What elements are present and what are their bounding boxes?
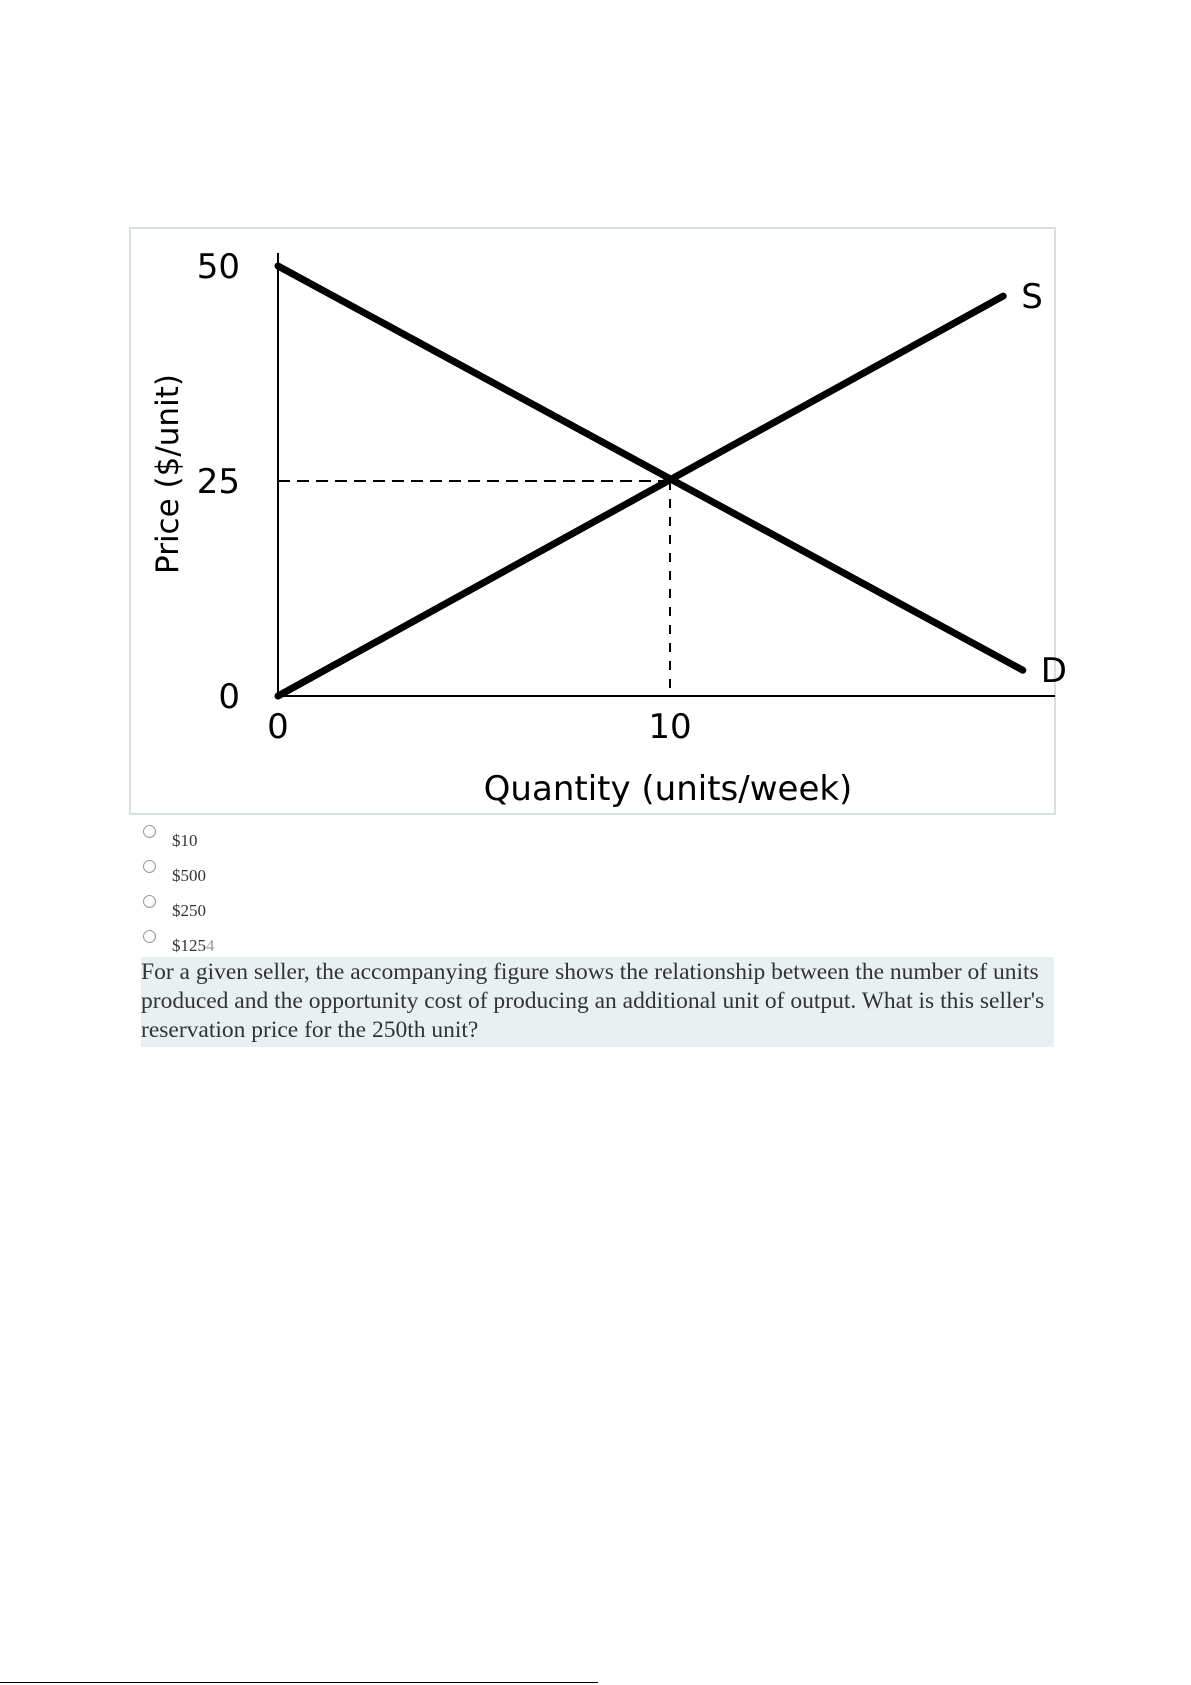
option-label: $1254	[172, 935, 215, 955]
y-tick-label: 25	[196, 462, 240, 502]
x-axis-label: Quantity (units/week)	[483, 769, 853, 809]
x-tick-label: 0	[267, 707, 289, 747]
y-tick-label: 50	[196, 247, 240, 287]
option-4[interactable]	[143, 924, 1043, 959]
radio-icon[interactable]	[143, 895, 156, 908]
radio-icon[interactable]	[143, 930, 156, 943]
option-label: $500	[172, 865, 206, 885]
radio-icon[interactable]	[143, 825, 156, 838]
option-1[interactable]	[143, 819, 1043, 854]
x-tick-label: 10	[648, 707, 692, 747]
question-text: For a given seller, the accompanying figure shows the relationship between the number of units produced and the opportunity cost of producing an additional unit of output. What is this seller's reservation price for the 250th unit?	[141, 957, 1054, 1047]
supply-demand-chart	[130, 228, 1067, 814]
chart-canvas	[130, 228, 1067, 814]
option-label: $250	[172, 900, 206, 920]
option-label: $10	[172, 830, 198, 850]
s-curve-label: S	[1021, 277, 1043, 318]
option-2[interactable]	[143, 854, 1043, 889]
footer-rule	[0, 1682, 598, 1683]
option-3[interactable]	[143, 889, 1043, 924]
d-curve-label: D	[1040, 651, 1067, 692]
answer-options	[143, 819, 1043, 959]
y-axis-label: Price ($/unit)	[150, 374, 186, 574]
y-tick-label: 0	[218, 677, 240, 717]
radio-icon[interactable]	[143, 860, 156, 873]
